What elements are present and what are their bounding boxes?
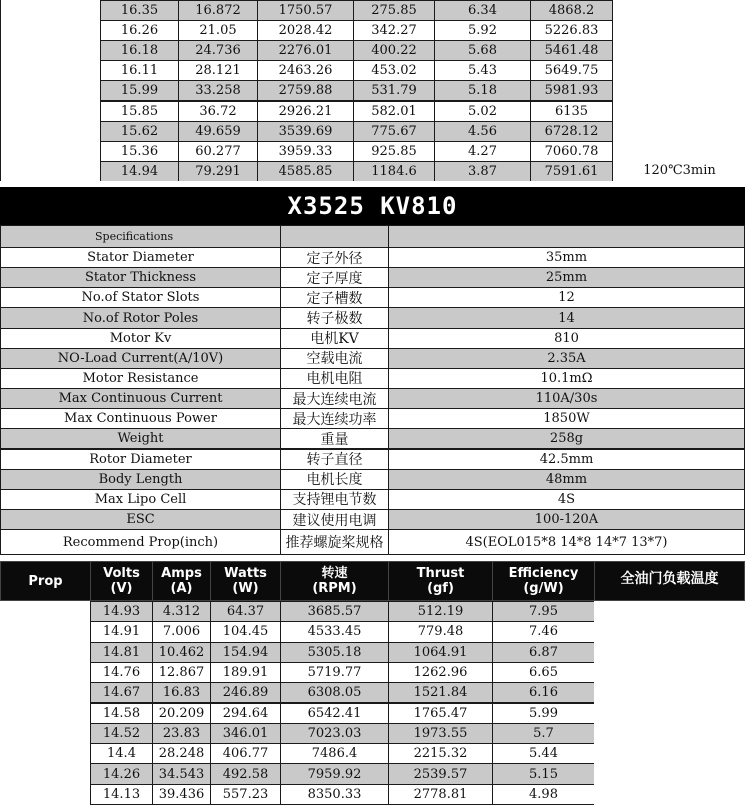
data-cell: 14.76 (90, 662, 153, 683)
data-cell: 28.248 (152, 743, 211, 764)
spec-value: 110A/30s (388, 388, 745, 409)
blank-cell (0, 20, 101, 41)
data-cell: 779.48 (388, 621, 493, 642)
column-header-unit: (RPM) (312, 581, 357, 596)
data-cell: 1262.96 (388, 662, 493, 683)
data-cell: 582.01 (353, 101, 435, 122)
spec-label-cn: 最大连续电流 (280, 388, 389, 409)
blank-cell (0, 101, 101, 122)
blank-cell (0, 784, 91, 805)
data-cell: 14.4 (90, 743, 153, 764)
data-cell: 39.436 (152, 784, 211, 805)
column-header-unit: (gf) (427, 581, 454, 596)
data-cell: 36.72 (178, 101, 258, 122)
spec-value: 14 (388, 307, 745, 328)
data-cell: 7.46 (492, 621, 595, 642)
data-cell: 2926.21 (257, 101, 354, 122)
temperature-cell (612, 40, 745, 61)
column-header (0, 561, 91, 601)
spec-label-en: Motor Kv (0, 328, 281, 349)
spec-label-en: Max Continuous Current (0, 388, 281, 409)
column-header (594, 561, 745, 601)
data-cell: 342.27 (353, 20, 435, 41)
blank-cell (594, 682, 745, 703)
data-cell: 23.83 (152, 723, 211, 744)
data-cell: 3959.33 (257, 141, 354, 162)
column-header-title: Efficiency (508, 566, 579, 581)
data-cell: 406.77 (210, 743, 281, 764)
data-cell: 154.94 (210, 642, 281, 663)
temperature-cell (612, 121, 745, 142)
data-cell: 24.736 (178, 40, 258, 61)
data-cell: 5.15 (492, 763, 595, 784)
data-cell: 5.44 (492, 743, 595, 764)
column-header-title: 全油门负载温度 (620, 571, 719, 587)
spec-label-en: Stator Diameter (0, 247, 281, 268)
data-cell: 2276.01 (257, 40, 354, 61)
spec-label-cn: 定子槽数 (280, 287, 389, 308)
column-header-title: Volts (103, 566, 140, 581)
data-cell: 3685.57 (280, 601, 389, 622)
data-cell: 7591.61 (530, 161, 613, 182)
spec-label-en: ESC (0, 509, 281, 530)
data-cell: 5981.93 (530, 80, 613, 101)
spec-label-cn: 定子外径 (280, 247, 389, 268)
data-cell: 16.26 (100, 20, 179, 41)
data-cell: 189.91 (210, 662, 281, 683)
column-header (388, 561, 493, 601)
spec-value: 12 (388, 287, 745, 308)
blank-cell (0, 40, 101, 61)
blank-cell (594, 642, 745, 663)
blank-cell (0, 682, 91, 703)
data-cell: 16.83 (152, 682, 211, 703)
temperature-cell (612, 141, 745, 162)
blank-cell (0, 80, 101, 101)
spec-value: 25mm (388, 267, 745, 288)
data-cell: 2028.42 (257, 20, 354, 41)
data-cell: 1064.91 (388, 642, 493, 663)
column-header-title: Prop (28, 573, 63, 589)
spec-label-cn: 转子直径 (280, 449, 389, 470)
data-cell: 453.02 (353, 60, 435, 81)
blank-cell (594, 703, 745, 724)
temperature-cell (612, 80, 745, 101)
data-cell: 557.23 (210, 784, 281, 805)
column-header-unit: (g/W) (523, 581, 564, 596)
data-cell: 12.867 (152, 662, 211, 683)
temperature-cell: 120℃3min (612, 161, 745, 182)
blank-cell (594, 763, 745, 784)
data-cell: 14.67 (90, 682, 153, 703)
data-cell: 14.58 (90, 703, 153, 724)
data-cell: 8350.33 (280, 784, 389, 805)
spec-value: 48mm (388, 469, 745, 490)
data-cell: 4.312 (152, 601, 211, 622)
column-header-title: 转速 (321, 566, 348, 581)
data-cell: 5305.18 (280, 642, 389, 663)
data-cell: 5.7 (492, 723, 595, 744)
spec-label-en: Max Lipo Cell (0, 489, 281, 510)
data-cell: 6728.12 (530, 121, 613, 142)
data-cell: 512.19 (388, 601, 493, 622)
data-cell: 6542.41 (280, 703, 389, 724)
spec-label-cn: 重量 (280, 428, 389, 449)
data-cell: 15.99 (100, 80, 179, 101)
data-cell: 2539.57 (388, 763, 493, 784)
data-cell: 275.85 (353, 0, 435, 21)
data-cell: 4.56 (434, 121, 531, 142)
motor-title: X3525 KV810 (0, 187, 745, 225)
data-cell: 5649.75 (530, 60, 613, 81)
data-cell: 6.16 (492, 682, 595, 703)
column-header (90, 561, 153, 601)
column-header-title: Watts (224, 566, 267, 581)
spec-label-cn: 支持锂电节数 (280, 489, 389, 510)
blank-cell (0, 743, 91, 764)
data-cell: 5.68 (434, 40, 531, 61)
column-header-unit: (V) (110, 581, 133, 596)
data-cell: 7.006 (152, 621, 211, 642)
data-cell: 2215.32 (388, 743, 493, 764)
spec-label-en: No.of Stator Slots (0, 287, 281, 308)
temperature-cell (612, 0, 745, 21)
data-cell: 294.64 (210, 703, 281, 724)
spec-value: 810 (388, 328, 745, 349)
spec-value: 100-120A (388, 509, 745, 530)
spec-label-en: Body Length (0, 469, 281, 490)
data-cell: 4868.2 (530, 0, 613, 21)
data-cell: 246.89 (210, 682, 281, 703)
data-cell: 3539.69 (257, 121, 354, 142)
data-cell: 20.209 (152, 703, 211, 724)
blank-cell (388, 225, 745, 248)
spec-label-cn: 电机电阻 (280, 368, 389, 389)
spec-label-en: NO-Load Current(A/10V) (0, 348, 281, 369)
data-cell: 7060.78 (530, 141, 613, 162)
data-cell: 34.543 (152, 763, 211, 784)
data-cell: 14.81 (90, 642, 153, 663)
blank-cell (0, 642, 91, 663)
data-cell: 7023.03 (280, 723, 389, 744)
blank-cell (280, 225, 389, 248)
blank-cell (0, 60, 101, 81)
spec-label-cn: 电机KV (280, 328, 389, 349)
data-cell: 925.85 (353, 141, 435, 162)
data-cell: 16.18 (100, 40, 179, 61)
data-cell: 21.05 (178, 20, 258, 41)
column-header-title: Thrust (416, 566, 465, 581)
data-cell: 6.87 (492, 642, 595, 663)
temperature-cell (612, 60, 745, 81)
blank-cell (0, 601, 91, 622)
blank-cell (0, 161, 101, 182)
blank-cell (0, 141, 101, 162)
blank-cell (594, 784, 745, 805)
data-cell: 5.02 (434, 101, 531, 122)
spec-label-en: Motor Resistance (0, 368, 281, 389)
column-header (152, 561, 211, 601)
data-cell: 1521.84 (388, 682, 493, 703)
blank-cell (0, 662, 91, 683)
data-cell: 5461.48 (530, 40, 613, 61)
spec-label-en: Stator Thickness (0, 267, 281, 288)
blank-cell (594, 601, 745, 622)
blank-cell (0, 0, 101, 21)
data-cell: 10.462 (152, 642, 211, 663)
temperature-cell (612, 101, 745, 122)
blank-cell (0, 621, 91, 642)
spec-label-cn: 电机长度 (280, 469, 389, 490)
data-cell: 1973.55 (388, 723, 493, 744)
spec-label-en: Recommend Prop(inch) (0, 529, 281, 555)
data-cell: 16.872 (178, 0, 258, 21)
data-cell: 15.85 (100, 101, 179, 122)
data-cell: 7.95 (492, 601, 595, 622)
spec-value: 258g (388, 428, 745, 449)
data-cell: 79.291 (178, 161, 258, 182)
data-cell: 2778.81 (388, 784, 493, 805)
data-cell: 400.22 (353, 40, 435, 61)
data-cell: 5.18 (434, 80, 531, 101)
spec-label-en: Weight (0, 428, 281, 449)
data-cell: 4585.85 (257, 161, 354, 182)
spec-value: 2.35A (388, 348, 745, 369)
column-header-unit: (A) (170, 581, 193, 596)
data-cell: 7959.92 (280, 763, 389, 784)
data-cell: 28.121 (178, 60, 258, 81)
spec-label-cn: 最大连续功率 (280, 408, 389, 429)
spec-value: 1850W (388, 408, 745, 429)
data-cell: 60.277 (178, 141, 258, 162)
data-cell: 1765.47 (388, 703, 493, 724)
blank-cell (0, 121, 101, 142)
data-cell: 6135 (530, 101, 613, 122)
data-cell: 104.45 (210, 621, 281, 642)
data-cell: 14.26 (90, 763, 153, 784)
data-cell: 2463.26 (257, 60, 354, 81)
data-cell: 6.65 (492, 662, 595, 683)
data-cell: 16.11 (100, 60, 179, 81)
data-cell: 4.98 (492, 784, 595, 805)
spec-label-cn: 建议使用电调 (280, 509, 389, 530)
data-cell: 4533.45 (280, 621, 389, 642)
data-cell: 2759.88 (257, 80, 354, 101)
column-header-unit: (W) (232, 581, 259, 596)
data-cell: 14.93 (90, 601, 153, 622)
data-cell: 14.91 (90, 621, 153, 642)
data-cell: 1184.6 (353, 161, 435, 182)
spec-label-cn: 转子极数 (280, 307, 389, 328)
data-cell: 531.79 (353, 80, 435, 101)
spec-value: 10.1mΩ (388, 368, 745, 389)
data-cell: 5.92 (434, 20, 531, 41)
data-cell: 6.34 (434, 0, 531, 21)
column-header (280, 561, 389, 601)
specifications-header: Specifications (0, 225, 281, 248)
data-cell: 5226.83 (530, 20, 613, 41)
data-cell: 33.258 (178, 80, 258, 101)
column-header (210, 561, 281, 601)
blank-cell (0, 763, 91, 784)
data-cell: 1750.57 (257, 0, 354, 21)
spec-value: 35mm (388, 247, 745, 268)
spec-value: 42.5mm (388, 449, 745, 470)
spec-label-cn: 推荐螺旋桨规格 (280, 529, 389, 555)
data-cell: 49.659 (178, 121, 258, 142)
blank-cell (0, 723, 91, 744)
spec-label-en: Max Continuous Power (0, 408, 281, 429)
data-cell: 5.43 (434, 60, 531, 81)
data-cell: 15.36 (100, 141, 179, 162)
data-cell: 6308.05 (280, 682, 389, 703)
spec-label-en: No.of Rotor Poles (0, 307, 281, 328)
data-cell: 16.35 (100, 0, 179, 21)
spec-label-cn: 空载电流 (280, 348, 389, 369)
data-cell: 492.58 (210, 763, 281, 784)
data-cell: 14.13 (90, 784, 153, 805)
data-cell: 5719.77 (280, 662, 389, 683)
spec-value: 4S (388, 489, 745, 510)
blank-cell (0, 703, 91, 724)
data-cell: 15.62 (100, 121, 179, 142)
data-cell: 14.94 (100, 161, 179, 182)
blank-cell (594, 662, 745, 683)
spec-label-en: Rotor Diameter (0, 449, 281, 470)
spec-label-cn: 定子厚度 (280, 267, 389, 288)
data-cell: 14.52 (90, 723, 153, 744)
column-header-title: Amps (161, 566, 202, 581)
spec-value: 4S(EOL015*8 14*8 14*7 13*7) (388, 529, 745, 555)
blank-cell (594, 621, 745, 642)
data-cell: 7486.4 (280, 743, 389, 764)
blank-cell (594, 743, 745, 764)
data-cell: 346.01 (210, 723, 281, 744)
column-header (492, 561, 595, 601)
data-cell: 4.27 (434, 141, 531, 162)
data-cell: 5.99 (492, 703, 595, 724)
temperature-cell (612, 20, 745, 41)
data-cell: 3.87 (434, 161, 531, 182)
blank-cell (594, 723, 745, 744)
data-cell: 64.37 (210, 601, 281, 622)
data-cell: 775.67 (353, 121, 435, 142)
